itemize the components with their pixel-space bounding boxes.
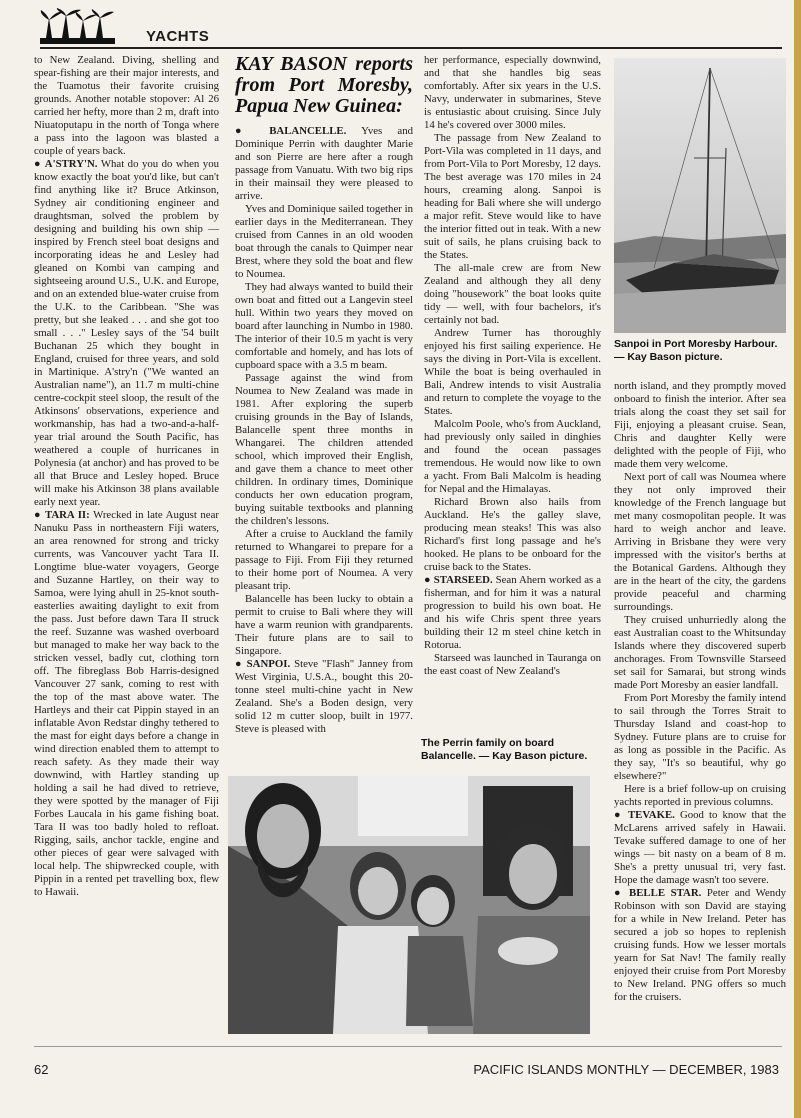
palm-trees-logo (40, 8, 115, 46)
col3-paragraph-2: The passage from New Zealand to Port-Vila was completed in 11 days, and from Port-Vila to Port Moresby, 12 days. The best average was 170 miles in 24 hours, creaming along. Sanpoi is heading for Bali where she will undergo a major refit. Steve would like to have the interior fitted out in teak. With a new suit of sails, he plans cruising back to the States. (424, 132, 601, 261)
balancelle-heading: BALANCELLE. (269, 125, 347, 137)
perrin-photo-caption: The Perrin family on board Balancelle. — Kay Bason picture. (421, 737, 588, 762)
col3-paragraph-6: Richard Brown also hails from Auckland. He's the galley slave, producing mean steaks! This was also Richard's first long passage and he's hooked. He plans to be onboard for the cruise back to the States. (424, 496, 601, 573)
col2-paragraph-4: Passage against the wind from Noumea to New Zealand was made in 1981. After exploring the superb cruising grounds in the Bay of Islands, Balancelle spent three months in Whangarei. The children attended school, which improved their English, and gave them a chance to meet other children. In ordinary times, Dominique conducts her own education program, buying suitable textbooks and planning the children's lessons. (235, 372, 413, 527)
col3-paragraph-8: Starseed was launched in Tauranga on the east coast of New Zealand's (424, 652, 601, 677)
col2-paragraph-2: Yves and Dominique sailed together in earlier days in the Mediterranean. They cruised from Cannes in an old wooden boat through the canals to Quimper near Brest, where they sold the boat and flew to Noumea. (235, 203, 413, 280)
col1-paragraph-1: to New Zealand. Diving, shelling and spear-fishing are their major interests, and the Tuamotus their favorite cruising grounds. Another notable stopover: Al 26 carried her hefty, more than 2 m, draft into Niuatoputapu in the north of Tonga where a pass into the lagoon was blasted a couple of years back. (34, 54, 219, 157)
page-number: 62 (34, 1062, 49, 1077)
col2-paragraph-3: They had always wanted to build their own boat and fitted out a Langevin steel hull. Within two years they moved on board after launching in Numbo in 1980. The interior of their 10.5 m yacht is very comfortable and homely, and has lots of cupboard space with a 3.5 m beam. (235, 281, 413, 371)
col2-paragraph-5: After a cruise to Auckland the family returned to Whangarei to prepare for a passage to Fiji. From Fiji they returned to their home port of Noumea. A very pleasant trip. (235, 528, 413, 592)
publication-line: PACIFIC ISLANDS MONTHLY — DECEMBER, 1983 (473, 1062, 779, 1077)
col3-paragraph-1: her performance, especially downwind, and that she handles big seas comfortably. After six years in the U.S. Navy, underwater in submarines, Steve is entusiastic about cruising. Since July 14 he's covered over 3000 miles. (424, 54, 601, 131)
page-edge (794, 0, 801, 1118)
article-headline: KAY BASON reports from Port Moresby, Papua New Guinea: (235, 53, 413, 117)
col4-paragraph-tevake: ● TEVAKE. Good to know that the McLarens arrived safely in Hawaii. Tevake suffered damage to one of her wings — bit nasty on a beam of 8 m. She's a pretty unusual tri, very fast. Hope the damage wasn't too severe. (614, 809, 786, 886)
astryn-body: What do you do when you know exactly the boat you'd like, but can't find anything like it? Bruce Atkinson, Sydney air conditioning engineer and draughtsman, solved the problem by designing and building his own ship — inspired by French steel boat designs and incorporating ideas he and Lesley had gleaned on Kombi van camping and sightseeing around U.S., U.K. and Europe, and on an extended blue-water cruise from the U.K. to the Caribbean. "She was pretty, but she leaked . . . and she got too small . . ." Lesley says of the '54 built Buchanan 25 which they bought in England, cruised for three years, and sold in Martinique. A'stry'n ("We wanted an Australian name"), an 11.7 m multi-chine centre-cockpit steel sloop, the result of the Atkinsons' observations, experience and workmanship, has had a two-and-a-half-year trial around the South Pacific, has weathered a couple of hurricanes in Polynesia (at anchor) and has proved to be all that Bruce and Lesley hoped. Bruce will make his Atkinson 38 plans available early next year. (34, 158, 219, 508)
footer-rule (34, 1046, 782, 1047)
perrin-family-photo (228, 776, 590, 1034)
sanpoi-photo-caption: Sanpoi in Port Moresby Harbour. — Kay Bason picture. (614, 338, 778, 363)
sanpoi-body: Steve "Flash" Janney from West Virginia, U.S.A., bought this 20-tonne steel multi-chine yacht in New Zealand. She's a Boden design, very solid 12 m cutter sloop, built in 1977. Steve is pleased with (235, 658, 413, 735)
column-1 (34, 54, 219, 899)
balancelle-body: Yves and Dominique Perrin with daughter Marie and son Pierre are here after a rough passage from Vanuatu. With two big rips in their mainsail they were pleased to arrive. (235, 125, 413, 202)
col4-paragraph-1: north island, and they promptly moved onboard to finish the interior. After sea trials along the coast they set sail for Fiji, enjoying a pleasant cruise. Sean, Chris and daughter Kelly were delighted with the people of Fiji, who made them very welcome. (614, 380, 786, 470)
section-label: YACHTS (146, 28, 210, 45)
tara-body: Wrecked in late August near Nanuku Pass in northeastern Fiji waters, an area renowned for strong and tricky currents, was Vancouver yacht Tara II. Longtime blue-water voyagers, George and Suzanne Hartley, on their way to Samoa, were lying ahull in 25-knot south-easterlies awaiting daylight to exit from the pass. Just before dawn Tara II struck the reef. Suzanne was washed overboard but managed to make her way back to the stricken vessel, badly cut, clothing torn off. The fibreglass Bob Harris-designed Vancouver 27 sank, coming to rest with the top of the mast above water. The Hartleys and their cat Pippin stayed in an inflatable Avon Redstar dinghy tethered to the mast for eight days before a change in wind direction enabled them to attempt to reach safety. As they made their way downwind, with Hartley standing up holding a sail he had dived to retrieve, they were spotted by the manager of Fiji Forbes Laucala in his game fishing boat. Tara II was too badly holed to refloat. Rigging, sails, anchor tackle, engine and other pieces of gear were salvaged with local help. The shipwrecked couple, with Pippin in a rented pet travelling box, flew to Hawaii. (34, 509, 219, 898)
col2-paragraph-sanpoi: ● SANPOI. Steve "Flash" Janney from West Virginia, U.S.A., bought this 20-tonne steel multi-chine yacht in New Zealand. She's a Boden design, very solid 12 m cutter sloop, built in 1977. Steve is pleased with (235, 658, 413, 735)
col4-paragraph-4: From Port Moresby the family intend to sail through the Torres Strait to Thursday Island and coast-hop to Sydney. Future plans are to cruise for as long as possible in the Pacific. As they say, "It's so beautiful, why go elsewhere?" (614, 692, 786, 782)
starseed-heading: STARSEED. (433, 574, 493, 586)
bellestar-heading: BELLE STAR. (629, 887, 702, 899)
column-4 (614, 380, 786, 1004)
tara-heading: TARA II: (44, 509, 90, 521)
column-2 (235, 54, 413, 736)
starseed-body: Sean Ahern worked as a fisherman, and for him it was a natural progression to build his own boat. He and his wife Chris spent three years building their 12 m steel chine ketch in Rotorua. (424, 574, 601, 651)
tevake-heading: TEVAKE. (627, 809, 675, 821)
tevake-body: Good to know that the McLarens arrived safely in Hawaii. Tevake suffered damage to one of her wings — bit nasty on a beam of 8 m. She's a pretty unusual tri, very fast. Hope the damage wasn't too severe. (614, 809, 786, 886)
col4-paragraph-3: They cruised unhurriedly along the east Australian coast to the Whitsunday Islands where they discovered superb anchorages. From Townsville Starseed set sail for Samarai, but strong winds made Port Moresby an easier landfall. (614, 614, 786, 691)
astryn-heading: A'STRY'N. (44, 158, 98, 170)
col1-paragraph-tara: ● TARA II: Wrecked in late August near Nanuku Pass in northeastern Fiji waters, an area renowned for strong and tricky currents, was Vancouver yacht Tara II. Longtime blue-water voyagers, George and Suzanne Hartley, on their way to Samoa, were lying ahull in 25-knot south-easterlies awaiting daylight to exit from the pass. Just before dawn Tara II struck the reef. Suzanne was washed overboard but managed to make her way back to the stricken vessel, badly cut, clothing torn off. The fibreglass Bob Harris-designed Vancouver 27 sank, coming to rest with the top of the mast above water. The Hartleys and their cat Pippin stayed in an inflatable Avon Redstar dinghy tethered to the mast for eight days before a change in wind direction enabled them to attempt to reach safety. As they made their way downwind, with Hartley standing up holding a sail he had dived to retrieve, they were spotted by the manager of Fiji Forbes Laucala in his game fishing boat. Tara II was too badly holed to refloat. Rigging, sails, anchor tackle, engine and other pieces of gear were salvaged with local help. The shipwrecked couple, with Pippin in a rented pet travelling box, flew to Hawaii. (34, 509, 219, 898)
col1-paragraph-astryn: ● A'STRY'N. What do you do when you know exactly the boat you'd like, but can't find anything like it? Bruce Atkinson, Sydney air conditioning engineer and draughtsman, solved the problem by designing and building his own ship — inspired by French steel boat designs and incorporating ideas he and Lesley had gleaned on Kombi van camping and sightseeing around U.S., U.K. and Europe, and on an extended blue-water cruise from the U.K. to the Caribbean. "She was pretty, but she leaked . . . and she got too small . . ." Lesley says of the '54 built Buchanan 25 which they bought in England, cruised for three years, and sold in Martinique. A'stry'n ("We wanted an Australian name"), an 11.7 m multi-chine centre-cockpit steel sloop, the result of the Atkinsons' observations, experience and workmanship, has had a two-and-a-half-year trial around the South Pacific, has weathered a couple of hurricanes in Polynesia (at anchor) and has proved to be all that Bruce and Lesley hoped. Bruce will make his Atkinson 38 plans available early next year. (34, 158, 219, 508)
col3-paragraph-4: Andrew Turner has thoroughly enjoyed his first sailing experience. He says the diving in Port-Vila is excellent. While the boat is being overhauled in Bali, Andrew intends to visit Australia and return to complete the voyage to the States. (424, 327, 601, 417)
column-3 (424, 54, 601, 678)
col4-paragraph-2: Next port of call was Noumea where they not only improved their knowledge of the French language but met many cosmopolitan people. It was hard to weigh anchor and leave. Arriving in Brisbane they were very impressed with the visitor's berths at the Botanical Gardens. Although they are in the heart of the city, the gardens provide peaceful and charming surroundings. (614, 471, 786, 613)
bellestar-body: Peter and Wendy Robinson with son David are staying for a while in New Ireland. Peter has secured a job so hopes to replenish cruising funds. How we lesser mortals yearn for Sat Nav! The family really enjoyed their cruise from Port Moresby to New Ireland. PNG offers so much for the cruisers. (614, 887, 786, 1003)
sanpoi-yacht-photo (614, 58, 786, 333)
header-rule (40, 47, 782, 49)
col3-paragraph-starseed: ● STARSEED. Sean Ahern worked as a fisherman, and for him it was a natural progression to build his own boat. He and his wife Chris spent three years building their 12 m steel chine ketch in Rotorua. (424, 574, 601, 651)
sanpoi-heading: SANPOI. (246, 658, 291, 670)
col4-paragraph-bellestar: ● BELLE STAR. Peter and Wendy Robinson with son David are staying for a while in New Ireland. Peter has secured a job so hopes to replenish cruising funds. How we lesser mortals yearn for Sat Nav! The family really enjoyed their cruise from Port Moresby to New Ireland. PNG offers so much for the cruisers. (614, 887, 786, 1003)
col2-paragraph-balancelle: ● BALANCELLE. Yves and Dominique Perrin with daughter Marie and son Pierre are here after a rough passage from Vanuatu. With two big rips in their mainsail they were pleased to arrive. (235, 125, 413, 202)
page-header (40, 8, 782, 48)
col2-paragraph-6: Balancelle has been lucky to obtain a permit to cruise to Bali where they will have a warm reunion with grandparents. Their future plans are to sail to Singapore. (235, 593, 413, 657)
col3-paragraph-5: Malcolm Poole, who's from Auckland, had previously only sailed in dinghies and found the ocean passages tremendous. He would now like to own a yacht. From Bali Malcolm is heading for Nepal and the Himalayas. (424, 418, 601, 495)
col3-paragraph-3: The all-male crew are from New Zealand and although they all deny doing "housework" the boat looks quite tidy — well, with four bachelors, it's certainly not bad. (424, 262, 601, 326)
col4-paragraph-5: Here is a brief follow-up on cruising yachts reported in previous columns. (614, 783, 786, 808)
